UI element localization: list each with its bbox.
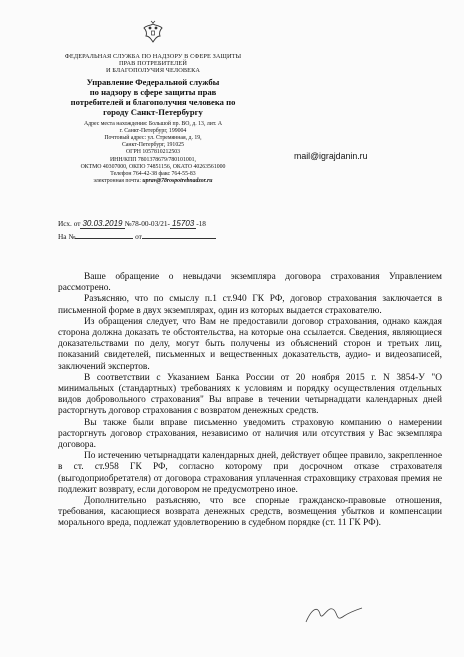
address-line: Телефон 764-42-38 факс 764-55-83 bbox=[110, 171, 196, 178]
agency-line: И БЛАГОПОЛУЧИЯ ЧЕЛОВЕКА bbox=[105, 67, 201, 75]
incoming-number-blank bbox=[75, 230, 133, 239]
letter-body bbox=[58, 272, 442, 530]
ref-number: 15703 bbox=[171, 219, 195, 228]
address-line: Адрес места нахождения: Большой пр. ВО, д. 13, лит. А bbox=[83, 120, 223, 127]
agency-line: ПРАВ ПОТРЕБИТЕЛЕЙ bbox=[119, 60, 187, 68]
recipient-email[interactable]: mail@igrajdanin.ru bbox=[294, 151, 368, 161]
ref-date: 30.03.2019 bbox=[82, 219, 123, 228]
department-line: по надзору в сфере защиты прав bbox=[89, 86, 217, 97]
address-line: ИНН/КПП 7801378679/780101001, bbox=[110, 156, 196, 163]
incoming-reference bbox=[58, 230, 216, 241]
body-paragraph: Ваше обращение о невыдачи экземпляра договора страхования Управлением рассмотрено. bbox=[58, 272, 442, 294]
address-line: Санкт-Петербург, 191025 bbox=[121, 142, 185, 149]
body-paragraph: Дополнительно разъясняю, что все спорные гражданско-правовые отношения, требования, касающиеся возврата денежных средств, возмещения убытков и компенсации морального вреда, подлежат удовлетворению в судебном порядке (ст. 11 ГК РФ). bbox=[58, 496, 442, 529]
email-label: электронная почта: bbox=[93, 178, 143, 185]
agency-line: ФЕДЕРАЛЬНАЯ СЛУЖБА ПО НАДЗОРУ В СФЕРЕ ЗАЩИТЫ bbox=[64, 53, 242, 60]
body-paragraph: По истечению четырнадцати календарных дней, действует общее правило, закрепленное в ст. ст.958 ГК РФ, согласно которому при досрочном отказе страхователя (выгодоприобретателя) от договора страхования уплаченная страховщику страховая премия не подлежит возврату, если договором не предусмотрено иное. bbox=[58, 451, 442, 495]
department-name bbox=[48, 77, 258, 117]
signature-mark bbox=[300, 600, 370, 630]
incoming-mid: от bbox=[135, 232, 142, 241]
agency-email-link[interactable]: uprav@78rospotrebnadzor.ru bbox=[142, 178, 213, 185]
ref-suffix: -18 bbox=[196, 219, 206, 228]
ref-prefix: Исх. от bbox=[58, 219, 81, 228]
body-paragraph: В соответствии с Указанием Банка России от 20 ноября 2015 г. N 3854-У "О минимальных (стандартных) требованиях к условиям и порядку осуществления отдельных видов добровольного страхования" Вы вправе в течении четырнадцати календарных дней расторгнуть договор страхования с возвратом денежных средств. bbox=[58, 372, 442, 417]
department-line: потребителей и благополучия человека по bbox=[70, 96, 236, 107]
agency-name bbox=[48, 53, 258, 75]
address-line: Почтовый адрес: ул. Стремянная, д. 19, bbox=[104, 135, 202, 142]
address-block bbox=[48, 121, 258, 186]
email-line bbox=[48, 178, 258, 185]
body-paragraph: Разъясняю, что по смыслу п.1 ст.940 ГК РФ, договор страхования заключается в письменной форме в двух экземплярах, один из которых выдается страхователю. bbox=[58, 294, 442, 316]
incoming-prefix: На № bbox=[58, 232, 76, 241]
coat-of-arms-icon bbox=[142, 20, 164, 46]
department-line: Управление Федеральной службы bbox=[86, 76, 220, 87]
department-line: городу Санкт-Петербургу bbox=[103, 106, 203, 117]
letterhead bbox=[48, 20, 258, 185]
incoming-date-blank bbox=[142, 230, 216, 239]
address-line: ОКТМО 40307000, ОКПО 74851156, ОКАТО 40263561000 bbox=[80, 163, 226, 170]
ref-mid: №78-00-03/21- bbox=[124, 219, 170, 228]
address-line: г. Санкт-Петербург, 199004 bbox=[119, 127, 187, 134]
outgoing-reference bbox=[58, 219, 206, 229]
address-line: ОГРН 1057810212503 bbox=[125, 149, 181, 156]
body-paragraph: Из обращения следует, что Вам не предоставили договор страхования, однако каждая сторона должна доказать те обстоятельства, на которые она ссылается. Сведения, являющиеся доказательствами по делу, могут быть получены из объяснений сторон и третьих лиц, показаний свидетелей, письменных и вещественных доказательств, аудио- и видеозаписей, заключений экспертов. bbox=[58, 316, 442, 372]
body-paragraph: Вы также были вправе письменно уведомить страховую компанию о намерении расторгнуть договор страхования, независимо от наличия или отсутствия у Вас экземпляра договора. bbox=[58, 417, 442, 451]
